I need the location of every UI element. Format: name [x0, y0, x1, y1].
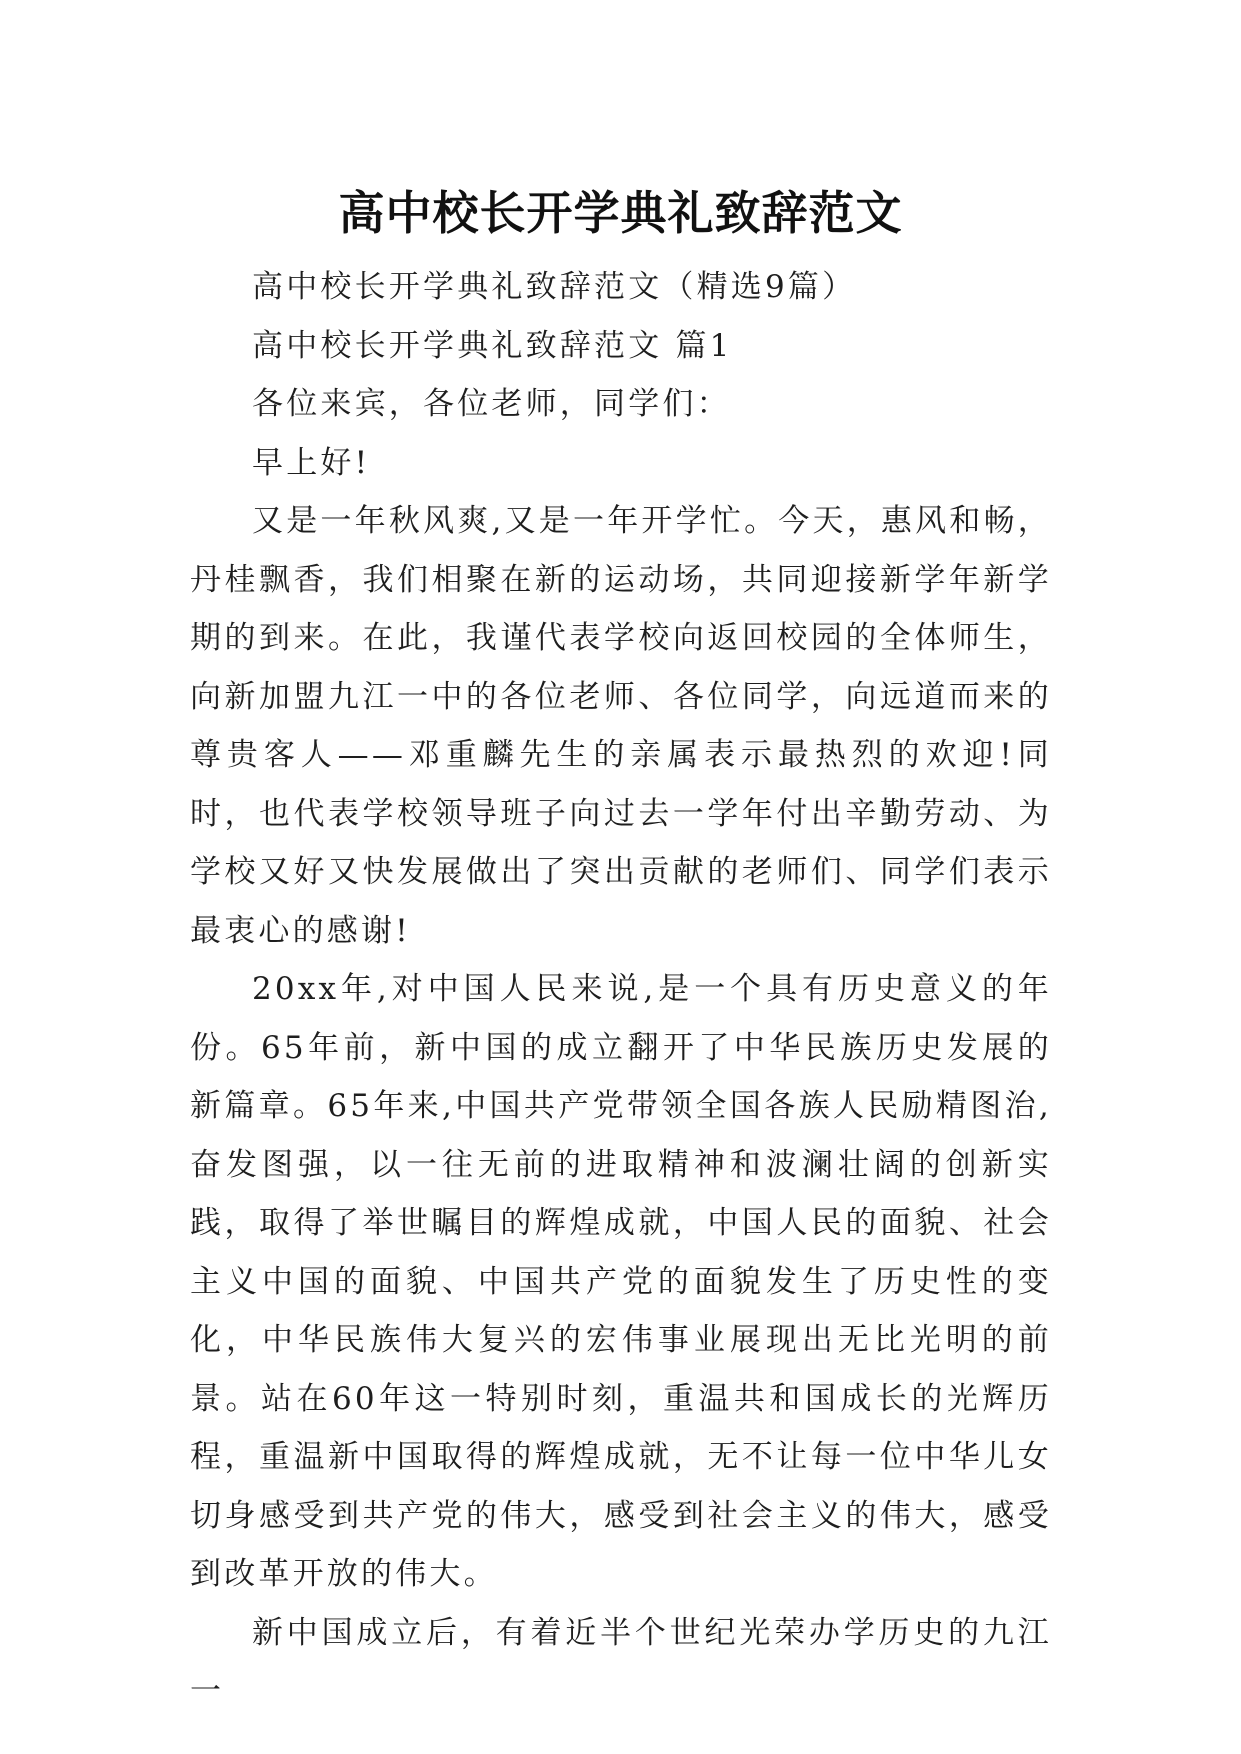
paragraph-salutation: 各位来宾，各位老师，同学们：	[252, 386, 731, 422]
document-title: 高中校长开学典礼致辞范文	[338, 185, 903, 240]
paragraph-subtitle: 高中校长开学典礼致辞范文（精选9篇）	[252, 269, 857, 305]
paragraph-greeting: 早上好!	[252, 444, 371, 481]
document-body	[190, 258, 1052, 1721]
paragraph-section-heading: 高中校长开学典礼致辞范文 篇1	[252, 327, 733, 364]
paragraph-body: 20xx年,对中国人民来说,是一个具有历史意义的年份。65年前，新中国的成立翻开了中华民族历史发展的新篇章。65年来,中国共产党带领全国各族人民励精图治,奋发图强，以一往无前的进取精神和波澜壮阔的创新实践，取得了举世瞩目的辉煌成就，中国人民的面貌、社会主义中国的面貌、中国共产党的面貌发生了历史性的变化，中华民族伟大复兴的宏伟事业展现出无比光明的前景。站在60年这一特别时刻，重温共和国成长的光辉历程，重温新中国取得的辉煌成就，无不让每一位中华儿女切身感受到共产党的伟大，感受到社会主义的伟大，感受到改革开放的伟大。	[190, 971, 1052, 1592]
paragraph-body: 新中国成立后，有着近半个世纪光荣办学历史的九江一	[190, 1614, 1052, 1709]
paragraph-body: 又是一年秋风爽,又是一年开学忙。今天，惠风和畅，丹桂飘香，我们相聚在新的运动场，共同迎接新学年新学期的到来。在此，我谨代表学校向返回校园的全体师生，向新加盟九江一中的各位老师、各位同学，向远道而来的尊贵客人——邓重麟先生的亲属表示最热烈的欢迎!同时，也代表学校领导班子向过去一学年付出辛勤劳动、为学校又好又快发展做出了突出贡献的老师们、同学们表示最衷心的感谢!	[190, 503, 1052, 949]
